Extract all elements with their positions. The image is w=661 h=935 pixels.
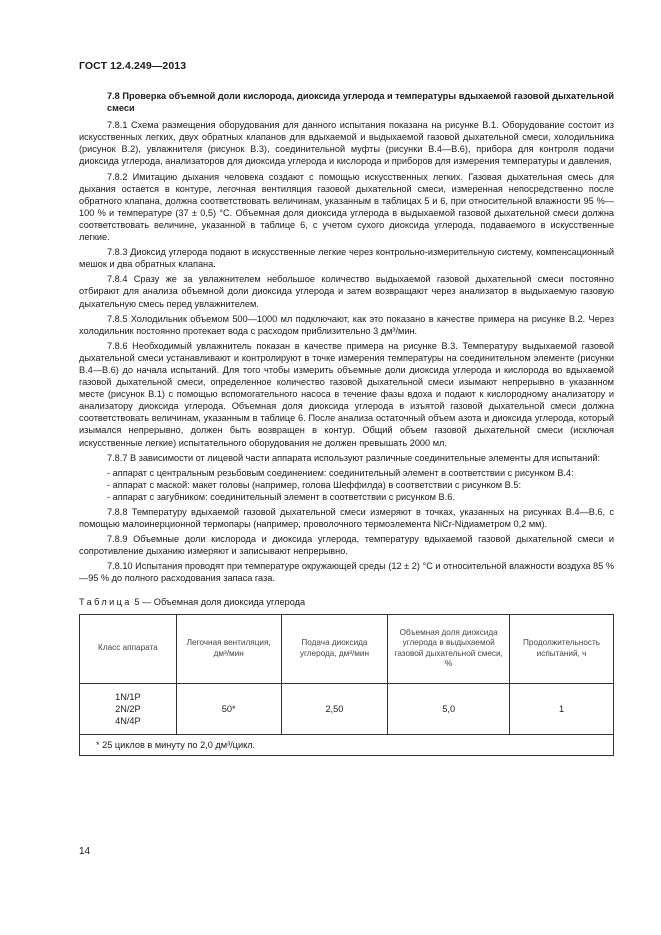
device-class-value: 4N/4P xyxy=(115,715,141,726)
paragraph-7-8-9: 7.8.9 Объемные доли кислорода и диоксида углерода, температуру вдыхаемой газовой дыхательной смеси и сопротивление дыханию измеряют и записывают непрерывно. xyxy=(79,534,614,557)
table-footnote-row xyxy=(80,734,614,756)
table-caption-word: Таблица xyxy=(79,596,132,607)
device-class-value: 2N/2P xyxy=(115,703,141,714)
paragraph-7-8-4: 7.8.4 Сразу же за увлажнителем небольшое количество выдыхаемой газовой дыхательной смеси постоянно отбирают для анализа объемной доли диоксида углерода и затем возвращают через анализатор в выдыхаемую газовую дыхательную смесь перед увлажнителем. xyxy=(79,274,614,309)
table-caption-text: 5 — Объемная доля диоксида углерода xyxy=(134,596,306,607)
paragraph-7-8-6: 7.8.6 Необходимый увлажнитель показан в качестве примера на рисунке В.3. Температуру выдыхаемой газовой дыхательной смеси устанавливают и контролируют в точке измерения температуры на соединительном элементе (рисунки В.4—В.6) до начала испытаний. Для того чтобы измерить объемные доли диоксида углерода и кислорода во вдыхаемой газовой дыхательной смеси, определенное количество газовой дыхательной смеси изымают непрерывно в указанном месте (рисунок В.1) с помощью вспомогательного насоса в течение фазы вдоха и подают к кислородному анализатору и анализатору диоксида углерода. Объемная доля диоксида углерода в изъятой газовой дыхательной смеси должна соответствовать величинам, указанным в таблице 6. После анализа остаточный объем азота и диоксида углерода, который изымался непрерывно, должен быть возвращен в контур. Общий объем газовой дыхательной смеси (исключая искусственные легкие) испытательного оборудования не должен превышать 2000 мл. xyxy=(79,340,614,448)
co2-table xyxy=(79,614,614,757)
cell-co2-supply: 2,50 xyxy=(281,683,388,734)
paragraph-7-8-10: 7.8.10 Испытания проводят при температуре окружающей среды (12 ± 2) °С и относительной влажности воздуха 85 %—95 % до полного расходования запаса газа. xyxy=(79,561,614,584)
header-duration: Продолжительность испытаний, ч xyxy=(510,614,614,683)
header-ventilation: Легочная вентиляция, дм³/мин xyxy=(176,614,281,683)
cell-device-class xyxy=(80,683,177,734)
paragraph-7-8-5: 7.8.5 Холодильник объемом 500—1000 мл подключают, как это показано в качестве примера на рисунке В.2. Через холодильник постоянно протекает вода с расходом приблизительно 3 дм³/мин. xyxy=(79,313,614,336)
cell-co2-fraction: 5,0 xyxy=(388,683,510,734)
list-item: - аппарат с центральным резьбовым соединением: соединительный элемент в соответствии с рисунком В.4: xyxy=(107,467,574,478)
table-row xyxy=(80,683,614,734)
paragraph-7-8-1: 7.8.1 Схема размещения оборудования для данного испытания показана на рисунке В.1. Оборудование состоит из искусственных легких, двух обратных клапанов для вдыхаемой и выдыхаемой газовой дыхательной смеси, холодильника (рисунок В.2), увлажнителя (рисунок В.3), соединительной муфты (рисунки В.4—В.6), прибора для контроля подачи диоксида углерода, анализаторов для диоксида углерода и кислорода и приборов для измерения температуры и давления, xyxy=(79,120,614,167)
paragraph-7-8-2: 7.8.2 Имитацию дыхания человека создают с помощью искусственных легких. Газовая дыхательная смесь для дыхания остается в контуре, легочная вентиляция газовой дыхательной смеси, измеренная непосредственно после обратного клапана, должна соответствовать величинам, указанным в таблицах 5 и 6, при относительной влажности 95 %—100 % и температуре (37 ± 0,5) °С. Объемная доля диоксида углерода в выдыхаемой газовой дыхательной смеси должна соответствовать величине, указанной в таблице 6, с учетом сухого диоксида углерода, подаваемого в искусственные легкие. xyxy=(79,171,614,243)
paragraph-7-8-3: 7.8.3 Диоксид углерода подают в искусственные легкие через контрольно-измерительную систему, компенсационный мешок и два обратных клапана. xyxy=(79,247,614,270)
device-class-value: 1N/1P xyxy=(115,691,141,702)
document-body xyxy=(79,90,614,756)
list-item: - аппарат с загубником: соединительный элемент в соответствии с рисунком В.6. xyxy=(107,491,455,502)
header-co2-supply: Подача диоксида углерода, дм³/мин xyxy=(281,614,388,683)
cell-ventilation: 50* xyxy=(176,683,281,734)
paragraph-7-8-7: 7.8.7 В зависимости от лицевой части аппарата используют различные соединительные элементы для испытаний: xyxy=(107,452,601,463)
list-item: - аппарат с маской: макет головы (например, голова Шеффилда) в соответствии с рисунком В.5: xyxy=(107,479,522,490)
header-device-class: Класс аппарата xyxy=(80,614,177,683)
paragraph-7-8-8: 7.8.8 Температуру вдыхаемой газовой дыхательной смеси измеряют в точках, указанных на рисунках В.4—В.6, с помощью малоинерционной термопары (например, проволочного термоэлемента NiCr-Niдиаметром 0,2 мм). xyxy=(79,507,614,530)
table-header-row xyxy=(80,614,614,683)
table-footnote: * 25 циклов в минуту по 2,0 дм³/цикл. xyxy=(80,734,614,756)
cell-duration: 1 xyxy=(510,683,614,734)
section-title: 7.8 Проверка объемной доли кислорода, диоксида углерода и температуры вдыхаемой газовой дыхательной смеси xyxy=(107,91,614,114)
header-co2-fraction: Объемная доля диоксида углерода в выдыхаемой газовой дыхательной смеси, % xyxy=(388,614,510,683)
page-number: 14 xyxy=(79,846,91,857)
document-header: ГОСТ 12.4.249—2013 xyxy=(79,60,187,72)
table-caption xyxy=(79,596,614,608)
